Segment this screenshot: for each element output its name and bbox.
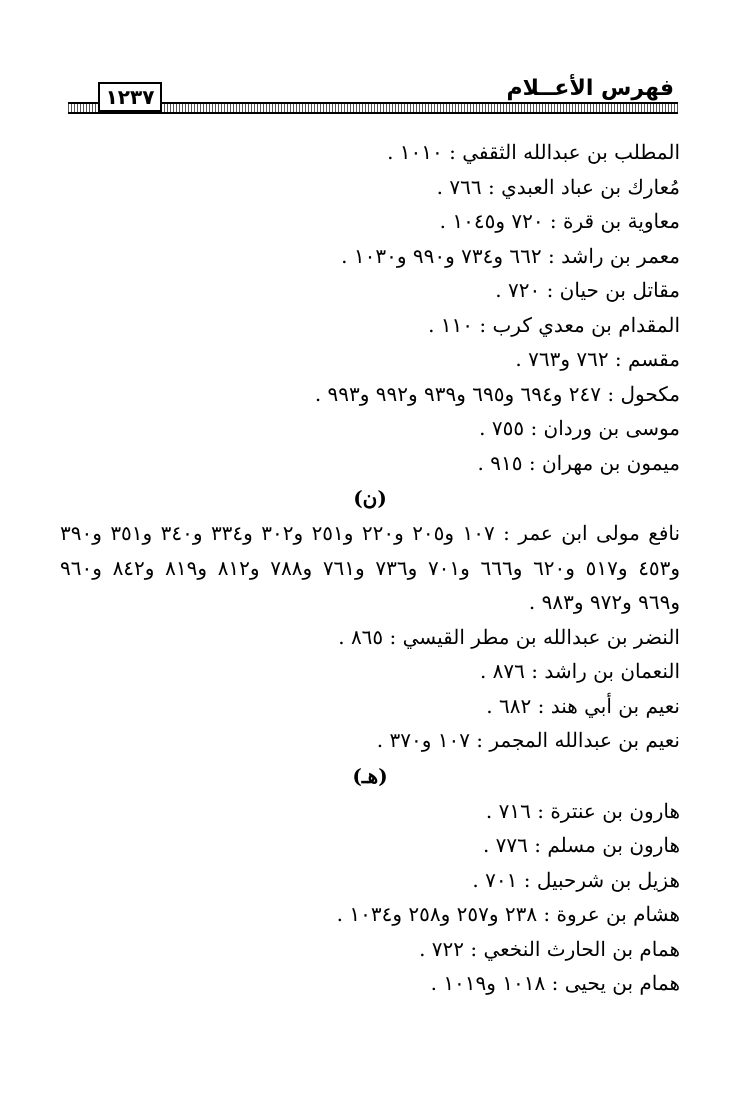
page-title: فهرس الأعــلام (506, 76, 674, 101)
index-entry: مقاتل بن حيان : ٧٢٠ . (495, 278, 680, 302)
index-entry: المقدام بن معدي كرب : ١١٠ . (428, 312, 680, 337)
index-entry: معاوية بن قرة : ٧٢٠ و١٠٤٥ . (439, 209, 680, 233)
section-heading-nun: (ن) (353, 486, 387, 510)
index-entry: المطلب بن عبدالله الثقفي : ١٠١٠ . (387, 140, 680, 164)
index-entry: همام بن يحيى : ١٠١٨ و١٠١٩ . (430, 971, 680, 995)
index-entry: هارون بن عنترة : ٧١٦ . (485, 798, 680, 823)
page-number: ١٢٣٧ (98, 82, 162, 112)
index-entry: النعمان بن راشد : ٨٧٦ . (479, 659, 680, 683)
index-entry: مكحول : ٢٤٧ و٦٩٤ و٦٩٥ و٩٣٩ و٩٩٢ و٩٩٣ . (314, 381, 680, 406)
index-entry: النضر بن عبدالله بن مطر القيسي : ٨٦٥ . (338, 624, 680, 649)
index-content (60, 135, 680, 1001)
index-entry: هشام بن عروة : ٢٣٨ و٢٥٧ و٢٥٨ و١٠٣٤ . (336, 902, 680, 926)
index-entry: موسى بن وردان : ٧٥٥ . (479, 416, 680, 440)
index-entry-nafi: نافع مولى ابن عمر : ١٠٧ و٢٠٥ و٢٢٠ و٢٥١ و٣٠٢ و٣٣٤ و٣٤٠ و٣٥١ و٣٩٠ و٤٥٣ و٥١٧ و٦٢٠ و٦٦٦ و٧٠١ و٧٣٦ و٧٦١ و٧٨٨ و٨١٢ و٨١٩ و٨٤٢ و٩٦٠ و٩٦٩ و٩٧٢ و٩٨٣ . (60, 521, 681, 614)
index-entry: ميمون بن مهران : ٩١٥ . (477, 450, 680, 475)
index-entry: هارون بن مسلم : ٧٧٦ . (482, 833, 680, 857)
section-heading-ha: (هـ) (352, 763, 388, 788)
index-entry: هزيل بن شرحبيل : ٧٠١ . (472, 867, 680, 892)
index-entry: همام بن الحارث النخعي : ٧٢٢ . (419, 936, 680, 961)
index-entry: مقسم : ٧٦٢ و٧٦٣ . (515, 347, 680, 371)
index-entry: نعيم بن أبي هند : ٦٨٢ . (486, 693, 680, 718)
page-header (68, 76, 678, 116)
index-entry: نعيم بن عبدالله المجمر : ١٠٧ و٣٧٠ . (376, 728, 680, 752)
index-entry: مُعارك بن عباد العبدي : ٧٦٦ . (436, 174, 680, 199)
index-entry: معمر بن راشد : ٦٦٢ و٧٣٤ و٩٩٠ و١٠٣٠ . (341, 243, 680, 268)
